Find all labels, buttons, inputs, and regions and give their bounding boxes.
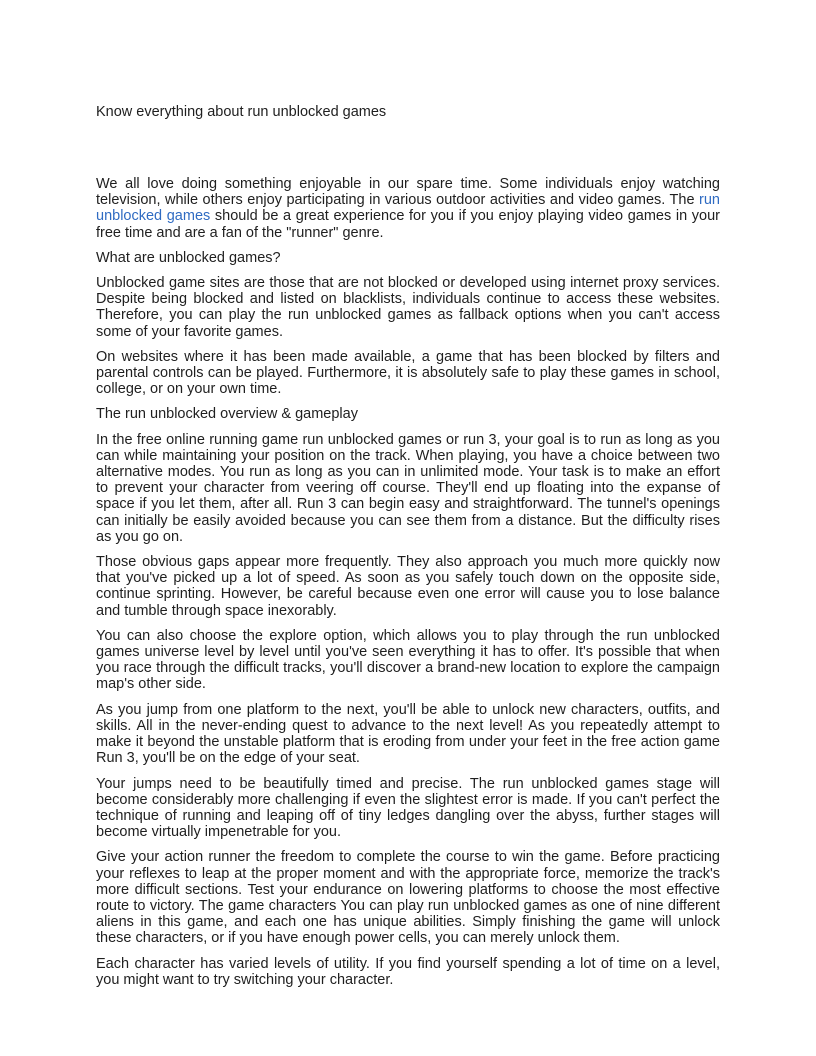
paragraph-4: Those obvious gaps appear more frequently. They also approach you much more quickly now that you've picked up a lot of speed. As soon as you safely touch down on the opposite side, continue sprinting. However, be careful because even one error will cause you to lose balance and tumble through space inexorably. <box>96 554 720 619</box>
document-body <box>96 176 720 997</box>
intro-text-before-link: We all love doing something enjoyable in our spare time. Some individuals enjoy watching television, while others enjoy participating in various outdoor activities and video games. The <box>96 176 720 209</box>
heading-what-are-unblocked-games: What are unblocked games? <box>96 249 281 266</box>
intro-text-after-link: should be a great experience for you if you enjoy playing video games in your free time and are a fan of the "runner" genre. <box>96 208 720 241</box>
heading-overview-gameplay: The run unblocked overview & gameplay <box>96 406 358 423</box>
paragraph-9: Each character has varied levels of utility. If you find yourself spending a lot of time on a level, you might want to try switching your character. <box>96 955 720 988</box>
paragraph-2: On websites where it has been made available, a game that has been blocked by filters and parental controls can be played. Furthermore, it is absolutely safe to play these games in school, college, or on your own time. <box>96 348 720 398</box>
paragraph-6: As you jump from one platform to the next, you'll be able to unlock new characters, outfits, and skills. All in the never-ending quest to advance to the next level! As you repeatedly attempt to make it beyond the unstable platform that is eroding from under your feet in the free action game Run 3, you'll be on the edge of your seat. <box>96 701 720 767</box>
paragraph-3: In the free online running game run unblocked games or run 3, your goal is to run as long as you can while maintaining your position on the track. When playing, you have a choice between two alternative modes. You run as long as you can in unlimited mode. Your task is to make an effort to prevent your character from veering off course. They'll end up floating into the expanse of space if you let them, after all. Run 3 can begin easy and straightforward. The tunnel's openings can initially be easily avoided because you can see them from a distance. But the difficulty rises as you go on. <box>96 431 720 545</box>
intro-paragraph <box>96 176 720 241</box>
run-unblocked-games-link[interactable]: run unblocked games <box>96 192 720 225</box>
paragraph-5: You can also choose the explore option, which allows you to play through the run unblocked games universe level by level until you've seen everything it has to offer. It's possible that when you race through the difficult tracks, you'll discover a brand-new location to explore the campaign map's other side. <box>96 627 720 693</box>
paragraph-8: Give your action runner the freedom to complete the course to win the game. Before practicing your reflexes to leap at the proper moment and with the appropriate force, memorize the track's more difficult sections. Test your endurance on lowering platforms to choose the most effective route to victory. The game characters You can play run unblocked games as one of nine different aliens in this game, and each one has unique abilities. Simply finishing the game will unlock these characters, or if you have enough power cells, you can merely unlock them. <box>96 849 720 947</box>
paragraph-7: Your jumps need to be beautifully timed and precise. The run unblocked games stage will become considerably more challenging if even the slightest error is made. If you can't perfect the technique of running and leaping off of tiny ledges dangling over the abyss, further stages will become virtually impenetrable for you. <box>96 775 720 841</box>
paragraph-1: Unblocked game sites are those that are not blocked or developed using internet proxy services. Despite being blocked and listed on blacklists, individuals continue to access these websites. Therefore, you can play the run unblocked games as fallback options when you can't access some of your favorite games. <box>96 275 720 340</box>
document-title: Know everything about run unblocked games <box>96 104 387 120</box>
